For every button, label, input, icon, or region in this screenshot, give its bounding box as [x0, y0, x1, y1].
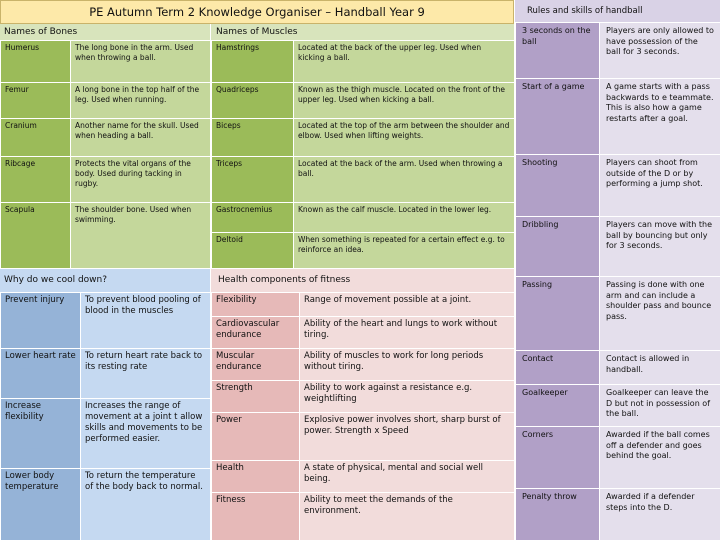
table-row — [1, 157, 211, 203]
rule-name: Penalty throw — [516, 489, 600, 541]
bone-description: Protects the vital organs of the body. Used during tacking in rugby. — [71, 157, 211, 203]
fitness-description: A state of physical, mental and social well being. — [300, 461, 515, 493]
bones-table — [0, 40, 211, 269]
muscles-table — [211, 40, 515, 269]
bone-name: Ribcage — [1, 157, 71, 203]
rule-name: Passing — [516, 277, 600, 351]
fitness-description: Explosive power involves short, sharp burst of power. Strength x Speed — [300, 413, 515, 461]
cooldown-description: Increases the range of movement at a joint t allow skills and movements to be performed easier. — [81, 399, 211, 469]
muscles-header: Names of Muscles — [212, 24, 514, 40]
muscle-name: Gastrocnemius — [212, 203, 294, 233]
fitness-table — [211, 292, 515, 541]
muscle-name: Triceps — [212, 157, 294, 203]
rule-description: Players can move with the ball by bouncing but only for 3 seconds. — [600, 217, 720, 277]
muscle-description: Located at the top of the arm between the shoulder and elbow. Used when lifting weights. — [294, 119, 515, 157]
rule-name: Goalkeeper — [516, 385, 600, 427]
table-row — [212, 493, 515, 541]
cooldown-table — [0, 292, 211, 541]
muscle-description: Located at the back of the upper leg. Used when kicking a ball. — [294, 41, 515, 83]
bones-header: Names of Bones — [0, 24, 210, 40]
fitness-header: Health components of fitness — [214, 272, 514, 290]
table-row — [1, 83, 211, 119]
table-row — [212, 83, 515, 119]
muscle-name: Deltoid — [212, 233, 294, 269]
rule-name: Dribbling — [516, 217, 600, 277]
rule-description: Players can shoot from outside of the D or by performing a jump shot. — [600, 155, 720, 217]
bone-name: Scapula — [1, 203, 71, 269]
fitness-description: Ability of muscles to work for long periods without tiring. — [300, 349, 515, 381]
rule-name: Shooting — [516, 155, 600, 217]
fitness-component: Health — [212, 461, 300, 493]
table-row — [516, 427, 720, 489]
fitness-description: Ability of the heart and lungs to work without tiring. — [300, 317, 515, 349]
cooldown-reason: Lower heart rate — [1, 349, 81, 399]
fitness-component: Power — [212, 413, 300, 461]
muscle-description: When something is repeated for a certain effect e.g. to reinforce an idea. — [294, 233, 515, 269]
table-row — [1, 203, 211, 269]
table-row — [516, 385, 720, 427]
table-row — [1, 119, 211, 157]
bone-description: The long bone in the arm. Used when throwing a ball. — [71, 41, 211, 83]
table-row — [212, 41, 515, 83]
rule-name: Corners — [516, 427, 600, 489]
table-row — [516, 217, 720, 277]
table-row — [516, 351, 720, 385]
bone-name: Cranium — [1, 119, 71, 157]
table-row — [516, 489, 720, 541]
cooldown-description: To return the temperature of the body back to normal. — [81, 469, 211, 541]
muscle-description: Known as the thigh muscle. Located on the front of the upper leg. Used when kicking a ball. — [294, 83, 515, 119]
table-row — [212, 293, 515, 317]
table-row — [212, 461, 515, 493]
fitness-component: Strength — [212, 381, 300, 413]
table-row — [212, 413, 515, 461]
table-row — [516, 23, 720, 79]
fitness-description: Ability to work against a resistance e.g. weightlifting — [300, 381, 515, 413]
muscle-name: Hamstrings — [212, 41, 294, 83]
table-row — [212, 349, 515, 381]
bone-description: The shoulder bone. Used when swimming. — [71, 203, 211, 269]
bone-description: Another name for the skull. Used when heading a ball. — [71, 119, 211, 157]
fitness-component: Fitness — [212, 493, 300, 541]
muscle-name: Quadriceps — [212, 83, 294, 119]
fitness-component: Flexibility — [212, 293, 300, 317]
rules-table — [515, 22, 720, 541]
table-row — [212, 381, 515, 413]
table-row — [212, 119, 515, 157]
rule-name: Contact — [516, 351, 600, 385]
table-row — [516, 79, 720, 155]
rule-description: Passing is done with one arm and can include a shoulder pass and bounce pass. — [600, 277, 720, 351]
rule-description: Awarded if a defender steps into the D. — [600, 489, 720, 541]
table-row — [212, 157, 515, 203]
table-row — [1, 349, 211, 399]
rule-description: Awarded if the ball comes off a defender and goes behind the goal. — [600, 427, 720, 489]
fitness-component: Cardiovascular endurance — [212, 317, 300, 349]
bone-name: Humerus — [1, 41, 71, 83]
bone-name: Femur — [1, 83, 71, 119]
table-row — [212, 203, 515, 233]
cooldown-description: To return heart rate back to its resting rate — [81, 349, 211, 399]
rule-name: Start of a game — [516, 79, 600, 155]
page-title: PE Autumn Term 2 Knowledge Organiser – Handball Year 9 — [0, 0, 514, 24]
muscle-description: Located at the back of the arm. Used when throwing a ball. — [294, 157, 515, 203]
rule-description: Players are only allowed to have possession of the ball for 3 seconds. — [600, 23, 720, 79]
rule-description: Contact is allowed in handball. — [600, 351, 720, 385]
muscle-name: Biceps — [212, 119, 294, 157]
bone-description: A long bone in the top half of the leg. Used when running. — [71, 83, 211, 119]
cooldown-description: To prevent blood pooling of blood in the muscles — [81, 293, 211, 349]
rule-name: 3 seconds on the ball — [516, 23, 600, 79]
rule-description: A game starts with a pass backwards to e teammate. This is also how a game restarts after a goal. — [600, 79, 720, 155]
table-row — [212, 317, 515, 349]
cooldown-reason: Lower body temperature — [1, 469, 81, 541]
table-row — [1, 293, 211, 349]
fitness-component: Muscular endurance — [212, 349, 300, 381]
table-row — [1, 41, 211, 83]
table-row — [212, 233, 515, 269]
table-row — [1, 399, 211, 469]
fitness-description: Range of movement possible at a joint. — [300, 293, 515, 317]
cooldown-reason: Increase flexibility — [1, 399, 81, 469]
cooldown-reason: Prevent injury — [1, 293, 81, 349]
table-row — [516, 155, 720, 217]
muscle-description: Known as the calf muscle. Located in the lower leg. — [294, 203, 515, 233]
table-row — [1, 469, 211, 541]
rule-description: Goalkeeper can leave the D but not in possession of the ball. — [600, 385, 720, 427]
table-row — [516, 277, 720, 351]
rules-header: Rules and skills of handball — [515, 0, 720, 22]
fitness-description: Ability to meet the demands of the environment. — [300, 493, 515, 541]
cooldown-header: Why do we cool down? — [0, 270, 210, 290]
